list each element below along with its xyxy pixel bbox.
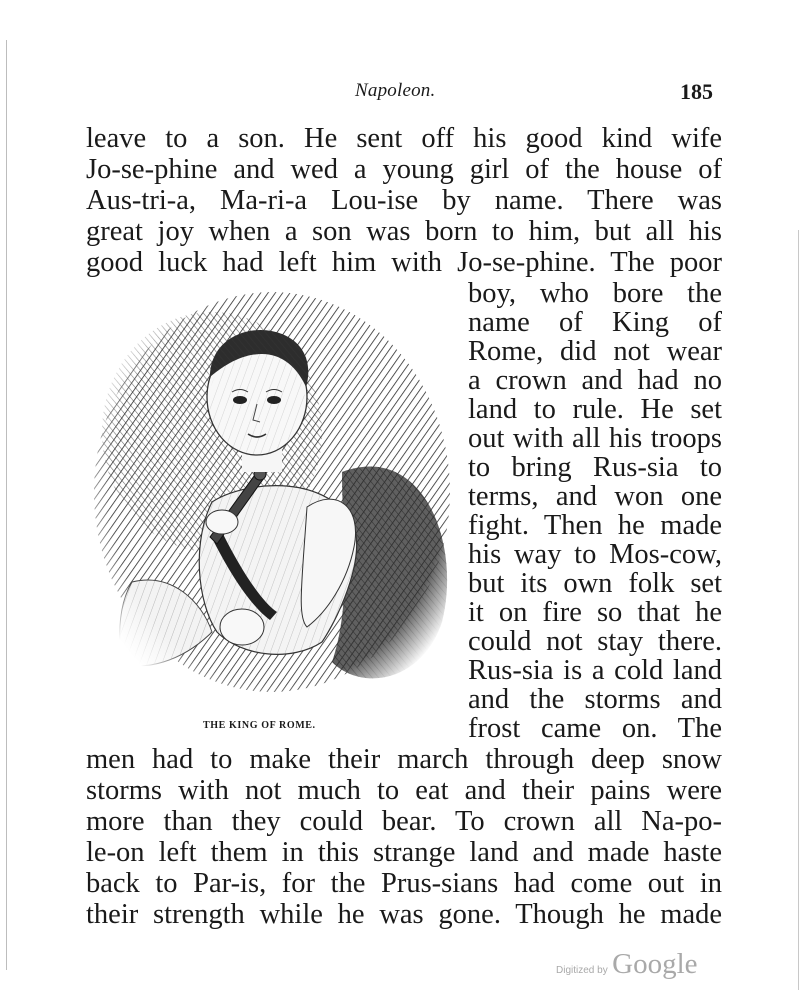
page-edge-left <box>6 40 7 970</box>
body-line: back to Par-is, for the Prus-sians had come out in <box>86 868 722 899</box>
king-of-rome-engraving <box>92 282 464 714</box>
figure-caption: THE KING OF ROME. <box>203 720 316 731</box>
body-line: their strength while he was gone. Though he made <box>86 899 722 930</box>
body-line: frost came on. The <box>468 713 722 744</box>
body-line: more than they could bear. To crown all Na-po- <box>86 806 722 837</box>
body-line: Rome, did not wear <box>468 336 722 367</box>
body-line: Jo-se-phine and wed a young girl of the house of <box>86 154 722 185</box>
body-line: name of King of <box>468 307 722 338</box>
body-line: great joy when a son was born to him, but all his <box>86 216 722 247</box>
body-line: his way to Mos-cow, <box>468 539 722 570</box>
body-line: men had to make their march through deep snow <box>86 744 722 775</box>
page-edge-right <box>798 230 799 990</box>
body-line: a crown and had no <box>468 365 722 396</box>
body-line: could not stay there. <box>468 626 722 657</box>
page-number: 185 <box>680 79 713 104</box>
body-line: fight. Then he made <box>468 510 722 541</box>
body-line: storms with not much to eat and their pains were <box>86 775 722 806</box>
body-line: good luck had left him with Jo-se-phine. The poor <box>86 247 722 278</box>
body-line: Aus-tri-a, Ma-ri-a Lou-ise by name. There was <box>86 185 722 216</box>
body-line: le-on left them in this strange land and made haste <box>86 837 722 868</box>
body-line: and the storms and <box>468 684 722 715</box>
body-line: but its own folk set <box>468 568 722 599</box>
body-line: boy, who bore the <box>468 278 722 309</box>
google-logo-text: Google <box>612 948 698 980</box>
body-line: Rus-sia is a cold land <box>468 655 722 686</box>
digitized-by-google-watermark <box>556 948 698 981</box>
body-line: to bring Rus-sia to <box>468 452 722 483</box>
watermark-prefix: Digitized by <box>556 965 608 976</box>
body-line: out with all his troops <box>468 423 722 454</box>
body-line: leave to a son. He sent off his good kind wife <box>86 123 722 154</box>
body-line: terms, and won one <box>468 481 722 512</box>
body-line: it on fire so that he <box>468 597 722 628</box>
body-line: land to rule. He set <box>468 394 722 425</box>
running-title: Napoleon. <box>355 80 436 101</box>
